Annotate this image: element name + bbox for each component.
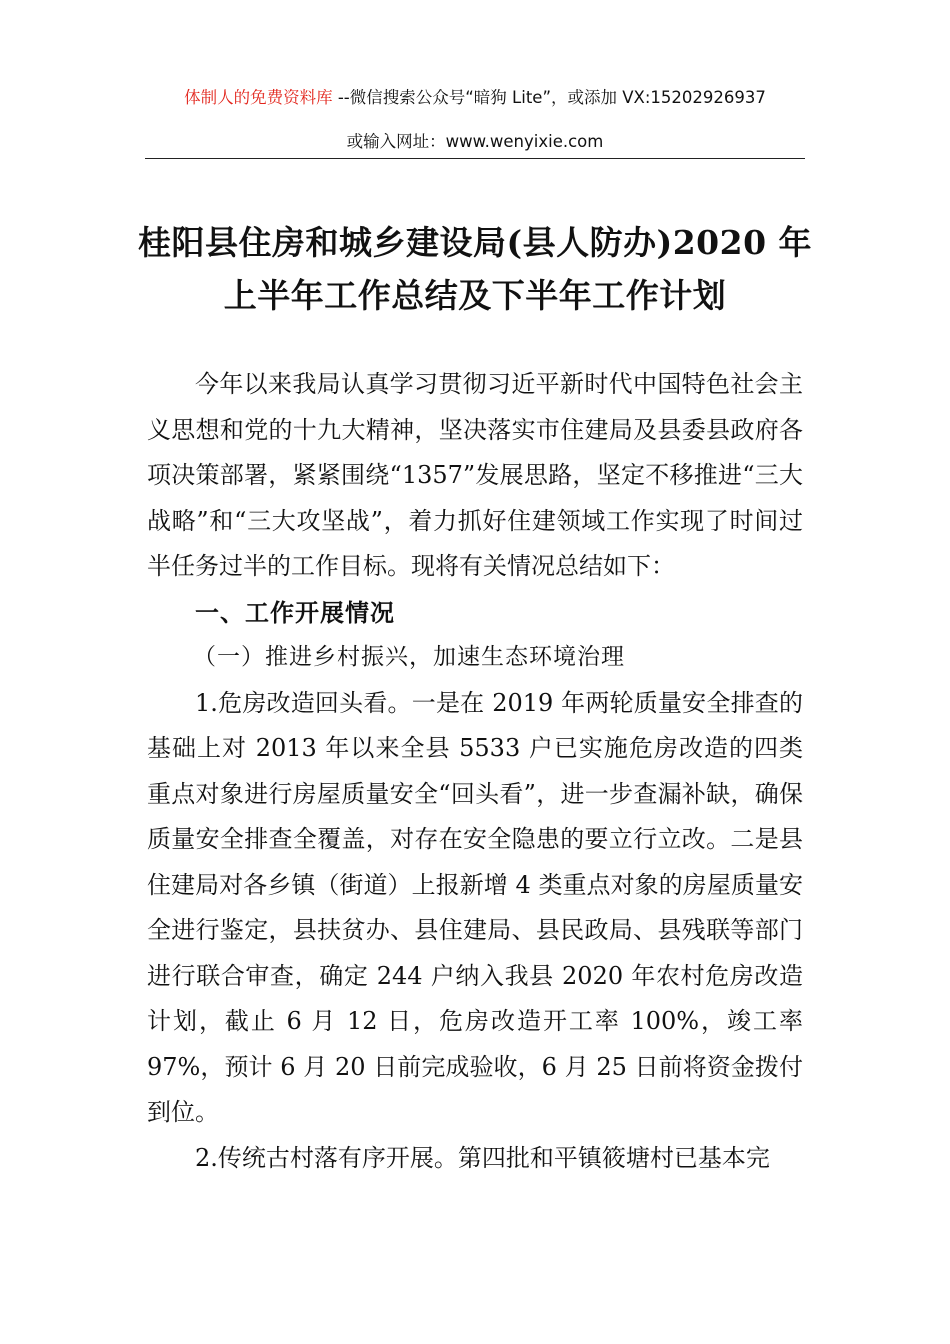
header-brand: 体制人的免费资料库: [184, 88, 333, 107]
header-divider: [145, 158, 805, 159]
document-title: [120, 216, 830, 322]
document-body: [147, 362, 803, 1181]
title-line-1: 桂阳县住房和城乡建设局(县人防办)2020 年: [137, 223, 813, 262]
title-line-2: 上半年工作总结及下半年工作计划: [223, 276, 727, 315]
header-url: 或输入网址：www.wenyixie.com: [346, 132, 604, 151]
section-heading: 一、工作开展情况: [195, 597, 395, 627]
body-paragraph-2: 2.传统古村落有序开展。第四批和平镇筱塘村已基本完: [195, 1143, 770, 1172]
header-contact: --微信搜索公众号“暗狗 Lite”，或添加 VX:15202926937: [332, 88, 766, 107]
body-paragraph-1: 1.危房改造回头看。一是在 2019 年两轮质量安全排查的基础上对 2013 年以来全县 5533 户已实施危房改造的四类重点对象进行房屋质量安全“回头看”，进一步查漏补缺，确保质量安全排查全覆盖，对存在安全隐患的要立行立改。二是县住建局对各乡镇（街道）上报新增 4 类重点对象的房屋质量安全进行鉴定，县扶贫办、县住建局、县民政局、县残联等部门进行联合审查，确定 244 户纳入我县 2020 年农村危房改造计划，截止 6 月 12 日，危房改造开工率 100%，竣工率 97%，预计 6 月 20 日前完成验收，6 月 25 日前将资金拨付到位。: [147, 688, 803, 1126]
subsection-heading: （一）推进乡村振兴，加速生态环境治理: [193, 644, 625, 670]
page-header: [145, 84, 805, 112]
intro-paragraph: 今年以来我局认真学习贯彻习近平新时代中国特色社会主义思想和党的十九大精神，坚决落实市住建局及县委县政府各项决策部署，紧紧围绕“1357”发展思路，坚定不移推进“三大战略”和“三大攻坚战”，着力抓好住建领域工作实现了时间过半任务过半的工作目标。现将有关情况总结如下：: [147, 370, 803, 580]
